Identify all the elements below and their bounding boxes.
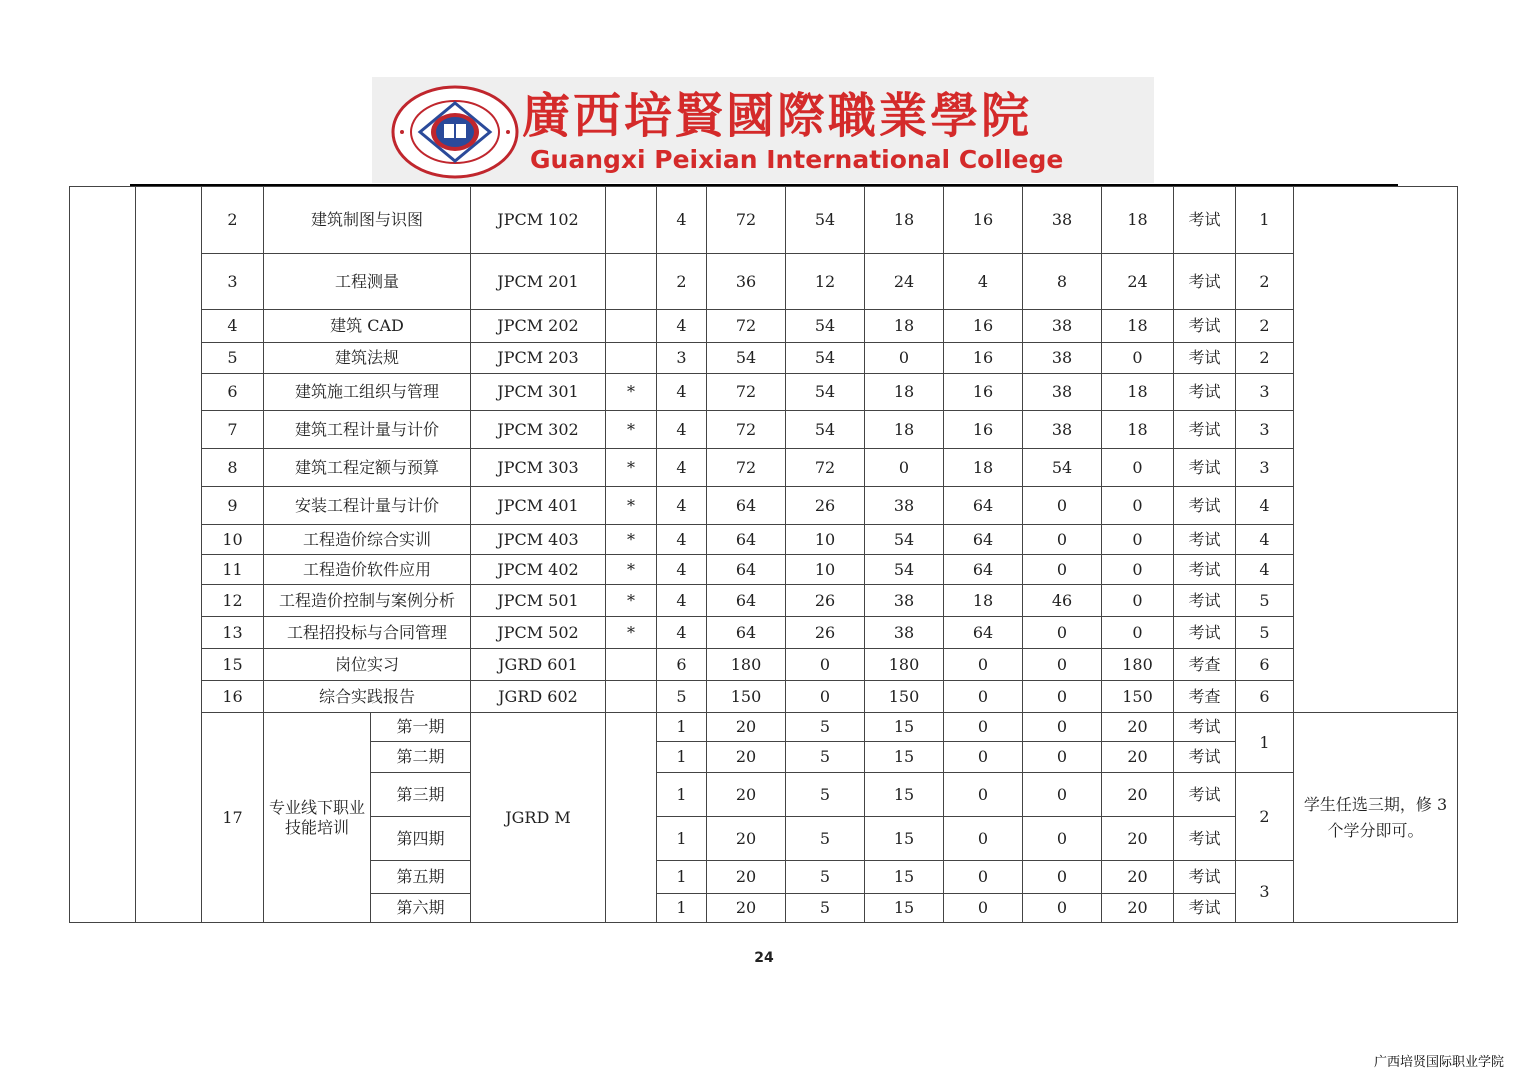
table-row	[70, 713, 1458, 742]
hours-col-2-cell: 0	[1023, 894, 1102, 923]
college-header	[372, 77, 1154, 183]
theory-hours-cell: 5	[786, 817, 865, 861]
hours-col-1-cell: 0	[944, 773, 1023, 817]
college-name-chinese: 廣西培賢國際職業學院	[522, 88, 1033, 144]
table-row	[70, 374, 1458, 411]
hours-col-1-cell: 0	[944, 817, 1023, 861]
term-cell: 2	[1236, 254, 1294, 310]
assessment-cell: 考试	[1174, 525, 1236, 555]
assessment-cell: 考试	[1174, 187, 1236, 254]
credit-cell: 4	[657, 585, 707, 617]
hours-col-1-cell: 64	[944, 525, 1023, 555]
hours-col-1-cell: 0	[944, 649, 1023, 681]
credit-cell: 3	[657, 343, 707, 374]
table-row	[70, 617, 1458, 649]
hours-col-1-cell: 16	[944, 343, 1023, 374]
hours-col-3-cell: 18	[1102, 374, 1174, 411]
theory-hours-cell: 0	[786, 649, 865, 681]
category-cell	[70, 187, 136, 923]
credit-cell: 5	[657, 681, 707, 713]
practice-hours-cell: 15	[865, 773, 944, 817]
total-hours-cell: 64	[707, 555, 786, 585]
credit-cell: 1	[657, 894, 707, 923]
hours-col-1-cell: 18	[944, 449, 1023, 487]
hours-col-3-cell: 20	[1102, 713, 1174, 742]
assessment-cell: 考试	[1174, 310, 1236, 343]
practice-hours-cell: 15	[865, 742, 944, 773]
hours-col-2-cell: 38	[1023, 310, 1102, 343]
subcategory-cell	[136, 187, 202, 923]
total-hours-cell: 64	[707, 525, 786, 555]
credit-cell: 4	[657, 487, 707, 525]
course-number-cell: 6	[202, 374, 264, 411]
course-name-cell: 建筑 CAD	[264, 310, 471, 343]
total-hours-cell: 20	[707, 861, 786, 894]
table-row	[70, 254, 1458, 310]
term-cell: 2	[1236, 310, 1294, 343]
course-number-cell: 17	[202, 713, 264, 923]
theory-hours-cell: 5	[786, 713, 865, 742]
total-hours-cell: 72	[707, 374, 786, 411]
course-name-cell: 建筑法规	[264, 343, 471, 374]
total-hours-cell: 64	[707, 617, 786, 649]
course-code-cell: JPCM 201	[471, 254, 606, 310]
practice-hours-cell: 180	[865, 649, 944, 681]
hours-col-2-cell: 0	[1023, 773, 1102, 817]
core-course-mark-cell	[606, 254, 657, 310]
period-label-cell: 第五期	[371, 861, 471, 894]
course-number-cell: 8	[202, 449, 264, 487]
hours-col-1-cell: 0	[944, 681, 1023, 713]
course-name-cell: 专业线下职业技能培训	[264, 713, 371, 923]
course-number-cell: 2	[202, 187, 264, 254]
assessment-cell: 考试	[1174, 861, 1236, 894]
theory-hours-cell: 54	[786, 310, 865, 343]
credit-cell: 1	[657, 742, 707, 773]
credit-cell: 4	[657, 187, 707, 254]
table-row	[70, 187, 1458, 254]
hours-col-2-cell: 0	[1023, 555, 1102, 585]
table-row	[70, 449, 1458, 487]
theory-hours-cell: 54	[786, 411, 865, 449]
credit-cell: 4	[657, 617, 707, 649]
total-hours-cell: 36	[707, 254, 786, 310]
total-hours-cell: 72	[707, 310, 786, 343]
course-number-cell: 5	[202, 343, 264, 374]
table-row	[70, 555, 1458, 585]
credit-cell: 1	[657, 861, 707, 894]
college-name-english: Guangxi Peixian International College	[530, 145, 1064, 174]
theory-hours-cell: 12	[786, 254, 865, 310]
course-code-cell: JPCM 202	[471, 310, 606, 343]
practice-hours-cell: 54	[865, 525, 944, 555]
total-hours-cell: 150	[707, 681, 786, 713]
practice-hours-cell: 18	[865, 187, 944, 254]
total-hours-cell: 20	[707, 817, 786, 861]
practice-hours-cell: 150	[865, 681, 944, 713]
core-course-mark-cell	[606, 343, 657, 374]
theory-hours-cell: 10	[786, 525, 865, 555]
hours-col-2-cell: 0	[1023, 649, 1102, 681]
theory-hours-cell: 10	[786, 555, 865, 585]
core-course-mark-cell: *	[606, 555, 657, 585]
table-row	[70, 525, 1458, 555]
course-table-body	[70, 187, 1458, 923]
table-row	[70, 487, 1458, 525]
practice-hours-cell: 38	[865, 487, 944, 525]
hours-col-1-cell: 16	[944, 411, 1023, 449]
practice-hours-cell: 18	[865, 310, 944, 343]
hours-col-1-cell: 64	[944, 555, 1023, 585]
hours-col-3-cell: 20	[1102, 817, 1174, 861]
hours-col-2-cell: 0	[1023, 861, 1102, 894]
table-row	[70, 310, 1458, 343]
course-code-cell: JGRD 602	[471, 681, 606, 713]
core-course-mark-cell	[606, 649, 657, 681]
course-name-cell: 工程造价控制与案例分析	[264, 585, 471, 617]
total-hours-cell: 72	[707, 187, 786, 254]
core-course-mark-cell: *	[606, 487, 657, 525]
course-name-cell: 岗位实习	[264, 649, 471, 681]
course-number-cell: 13	[202, 617, 264, 649]
period-label-cell: 第一期	[371, 713, 471, 742]
practice-hours-cell: 18	[865, 374, 944, 411]
hours-col-3-cell: 0	[1102, 343, 1174, 374]
table-row	[70, 649, 1458, 681]
course-code-cell: JPCM 403	[471, 525, 606, 555]
hours-col-2-cell: 38	[1023, 411, 1102, 449]
hours-col-3-cell: 0	[1102, 555, 1174, 585]
term-cell: 3	[1236, 861, 1294, 923]
course-name-cell: 建筑工程计量与计价	[264, 411, 471, 449]
core-course-mark-cell	[606, 681, 657, 713]
hours-col-1-cell: 0	[944, 861, 1023, 894]
hours-col-1-cell: 16	[944, 374, 1023, 411]
theory-hours-cell: 54	[786, 343, 865, 374]
course-number-cell: 11	[202, 555, 264, 585]
page-number: 24	[754, 950, 774, 966]
period-label-cell: 第四期	[371, 817, 471, 861]
theory-hours-cell: 54	[786, 374, 865, 411]
credit-cell: 1	[657, 713, 707, 742]
course-number-cell: 4	[202, 310, 264, 343]
term-cell: 5	[1236, 585, 1294, 617]
term-cell: 4	[1236, 555, 1294, 585]
theory-hours-cell: 26	[786, 617, 865, 649]
practice-hours-cell: 54	[865, 555, 944, 585]
hours-col-2-cell: 0	[1023, 617, 1102, 649]
core-course-mark-cell	[606, 713, 657, 923]
table-row	[70, 585, 1458, 617]
hours-col-3-cell: 0	[1102, 585, 1174, 617]
practice-hours-cell: 15	[865, 713, 944, 742]
total-hours-cell: 20	[707, 713, 786, 742]
term-cell: 6	[1236, 681, 1294, 713]
course-code-cell: JGRD M	[471, 713, 606, 923]
theory-hours-cell: 54	[786, 187, 865, 254]
hours-col-3-cell: 18	[1102, 310, 1174, 343]
total-hours-cell: 20	[707, 742, 786, 773]
hours-col-3-cell: 0	[1102, 617, 1174, 649]
practice-hours-cell: 0	[865, 449, 944, 487]
term-cell: 3	[1236, 374, 1294, 411]
course-number-cell: 10	[202, 525, 264, 555]
course-code-cell: JPCM 502	[471, 617, 606, 649]
period-label-cell: 第三期	[371, 773, 471, 817]
practice-hours-cell: 18	[865, 411, 944, 449]
hours-col-2-cell: 0	[1023, 525, 1102, 555]
assessment-cell: 考试	[1174, 374, 1236, 411]
course-code-cell: JPCM 401	[471, 487, 606, 525]
total-hours-cell: 72	[707, 411, 786, 449]
course-name-cell: 安装工程计量与计价	[264, 487, 471, 525]
term-cell: 3	[1236, 411, 1294, 449]
hours-col-1-cell: 0	[944, 742, 1023, 773]
assessment-cell: 考试	[1174, 487, 1236, 525]
core-course-mark-cell: *	[606, 411, 657, 449]
hours-col-3-cell: 180	[1102, 649, 1174, 681]
course-name-cell: 工程造价软件应用	[264, 555, 471, 585]
remarks-cell	[1294, 187, 1458, 713]
course-number-cell: 15	[202, 649, 264, 681]
practice-hours-cell: 15	[865, 894, 944, 923]
table-row	[70, 343, 1458, 374]
theory-hours-cell: 72	[786, 449, 865, 487]
core-course-mark-cell: *	[606, 585, 657, 617]
core-course-mark-cell: *	[606, 617, 657, 649]
course-number-cell: 7	[202, 411, 264, 449]
total-hours-cell: 20	[707, 894, 786, 923]
hours-col-2-cell: 0	[1023, 713, 1102, 742]
assessment-cell: 考试	[1174, 713, 1236, 742]
hours-col-1-cell: 0	[944, 894, 1023, 923]
course-code-cell: JPCM 102	[471, 187, 606, 254]
period-label-cell: 第六期	[371, 894, 471, 923]
term-cell: 4	[1236, 487, 1294, 525]
hours-col-3-cell: 18	[1102, 187, 1174, 254]
hours-col-3-cell: 20	[1102, 894, 1174, 923]
practice-hours-cell: 15	[865, 861, 944, 894]
term-cell: 4	[1236, 525, 1294, 555]
hours-col-3-cell: 0	[1102, 449, 1174, 487]
practice-hours-cell: 38	[865, 617, 944, 649]
hours-col-2-cell: 0	[1023, 742, 1102, 773]
theory-hours-cell: 5	[786, 861, 865, 894]
table-row	[70, 411, 1458, 449]
course-schedule-table	[69, 186, 1458, 923]
hours-col-3-cell: 20	[1102, 773, 1174, 817]
assessment-cell: 考试	[1174, 343, 1236, 374]
course-name-cell: 工程招投标与合同管理	[264, 617, 471, 649]
hours-col-2-cell: 8	[1023, 254, 1102, 310]
hours-col-3-cell: 0	[1102, 525, 1174, 555]
course-code-cell: JPCM 302	[471, 411, 606, 449]
theory-hours-cell: 5	[786, 894, 865, 923]
term-cell: 1	[1236, 187, 1294, 254]
practice-hours-cell: 38	[865, 585, 944, 617]
credit-cell: 4	[657, 310, 707, 343]
assessment-cell: 考试	[1174, 555, 1236, 585]
course-number-cell: 9	[202, 487, 264, 525]
theory-hours-cell: 26	[786, 585, 865, 617]
core-course-mark-cell: *	[606, 525, 657, 555]
core-course-mark-cell	[606, 310, 657, 343]
core-course-mark-cell: *	[606, 374, 657, 411]
hours-col-3-cell: 150	[1102, 681, 1174, 713]
hours-col-2-cell: 0	[1023, 817, 1102, 861]
credit-cell: 4	[657, 525, 707, 555]
assessment-cell: 考试	[1174, 254, 1236, 310]
hours-col-2-cell: 46	[1023, 585, 1102, 617]
course-name-cell: 建筑施工组织与管理	[264, 374, 471, 411]
assessment-cell: 考试	[1174, 894, 1236, 923]
course-name-cell: 建筑工程定额与预算	[264, 449, 471, 487]
course-number-cell: 12	[202, 585, 264, 617]
hours-col-1-cell: 64	[944, 617, 1023, 649]
course-code-cell: JGRD 601	[471, 649, 606, 681]
hours-col-3-cell: 0	[1102, 487, 1174, 525]
period-label-cell: 第二期	[371, 742, 471, 773]
hours-col-3-cell: 18	[1102, 411, 1174, 449]
assessment-cell: 考试	[1174, 817, 1236, 861]
course-code-cell: JPCM 501	[471, 585, 606, 617]
course-name-cell: 建筑制图与识图	[264, 187, 471, 254]
total-hours-cell: 72	[707, 449, 786, 487]
theory-hours-cell: 0	[786, 681, 865, 713]
hours-col-2-cell: 0	[1023, 681, 1102, 713]
course-name-cell: 工程测量	[264, 254, 471, 310]
credit-cell: 4	[657, 411, 707, 449]
hours-col-1-cell: 16	[944, 187, 1023, 254]
term-cell: 2	[1236, 773, 1294, 861]
hours-col-3-cell: 20	[1102, 861, 1174, 894]
course-name-cell: 综合实践报告	[264, 681, 471, 713]
total-hours-cell: 20	[707, 773, 786, 817]
assessment-cell: 考试	[1174, 449, 1236, 487]
course-name-cell: 工程造价综合实训	[264, 525, 471, 555]
remarks-cell: 学生任选三期，修 3 个学分即可。	[1294, 713, 1458, 923]
hours-col-1-cell: 0	[944, 713, 1023, 742]
hours-col-3-cell: 24	[1102, 254, 1174, 310]
assessment-cell: 考试	[1174, 585, 1236, 617]
credit-cell: 1	[657, 773, 707, 817]
hours-col-1-cell: 64	[944, 487, 1023, 525]
hours-col-1-cell: 4	[944, 254, 1023, 310]
hours-col-2-cell: 54	[1023, 449, 1102, 487]
hours-col-2-cell: 0	[1023, 487, 1102, 525]
theory-hours-cell: 5	[786, 773, 865, 817]
term-cell: 6	[1236, 649, 1294, 681]
credit-cell: 1	[657, 817, 707, 861]
college-seal-logo	[390, 85, 520, 179]
practice-hours-cell: 24	[865, 254, 944, 310]
hours-col-2-cell: 38	[1023, 187, 1102, 254]
term-cell: 1	[1236, 713, 1294, 773]
credit-cell: 4	[657, 374, 707, 411]
course-number-cell: 3	[202, 254, 264, 310]
term-cell: 3	[1236, 449, 1294, 487]
assessment-cell: 考试	[1174, 617, 1236, 649]
term-cell: 2	[1236, 343, 1294, 374]
course-code-cell: JPCM 203	[471, 343, 606, 374]
course-code-cell: JPCM 402	[471, 555, 606, 585]
hours-col-2-cell: 38	[1023, 343, 1102, 374]
hours-col-1-cell: 16	[944, 310, 1023, 343]
credit-cell: 6	[657, 649, 707, 681]
assessment-cell: 考查	[1174, 649, 1236, 681]
assessment-cell: 考查	[1174, 681, 1236, 713]
course-number-cell: 16	[202, 681, 264, 713]
theory-hours-cell: 26	[786, 487, 865, 525]
total-hours-cell: 54	[707, 343, 786, 374]
theory-hours-cell: 5	[786, 742, 865, 773]
assessment-cell: 考试	[1174, 773, 1236, 817]
credit-cell: 4	[657, 555, 707, 585]
total-hours-cell: 64	[707, 585, 786, 617]
hours-col-3-cell: 20	[1102, 742, 1174, 773]
assessment-cell: 考试	[1174, 742, 1236, 773]
total-hours-cell: 180	[707, 649, 786, 681]
term-cell: 5	[1236, 617, 1294, 649]
footer-college-name: 广西培贤国际职业学院	[1373, 1055, 1504, 1070]
hours-col-1-cell: 18	[944, 585, 1023, 617]
hours-col-2-cell: 38	[1023, 374, 1102, 411]
total-hours-cell: 64	[707, 487, 786, 525]
table-row	[70, 681, 1458, 713]
credit-cell: 2	[657, 254, 707, 310]
course-code-cell: JPCM 303	[471, 449, 606, 487]
course-code-cell: JPCM 301	[471, 374, 606, 411]
practice-hours-cell: 0	[865, 343, 944, 374]
core-course-mark-cell	[606, 187, 657, 254]
practice-hours-cell: 15	[865, 817, 944, 861]
assessment-cell: 考试	[1174, 411, 1236, 449]
credit-cell: 4	[657, 449, 707, 487]
core-course-mark-cell: *	[606, 449, 657, 487]
